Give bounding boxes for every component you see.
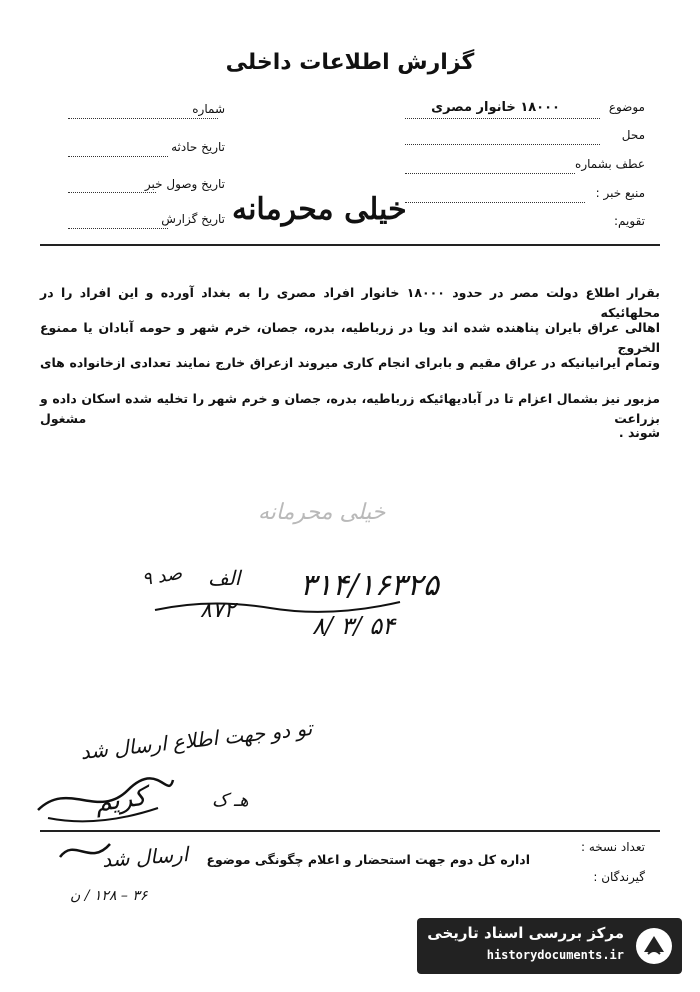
body-line-2: اهالی عراق بایران پناهنده شده اند ویا در زرباطیه، بدره، جصان، خرم شهر و حومه آبادان یا ممنوع الخروج bbox=[40, 320, 660, 355]
report-title: گزارش اطلاعات داخلی bbox=[225, 50, 475, 75]
handwritten-side-top: الف bbox=[208, 566, 241, 590]
incident-date-label: تاریخ حادثه bbox=[171, 140, 225, 154]
number-label: شماره bbox=[192, 102, 225, 116]
classification-stamp: خیلی محرمانه bbox=[232, 192, 407, 227]
body-line-1: بقرار اطلاع دولت مصر در حدود ۱۸۰۰۰ خانوار افراد مصری را به بغداد آورده و این افراد را در محلهائیکه bbox=[40, 285, 660, 320]
handwritten-initials: هـ ک bbox=[212, 790, 249, 811]
footer-instruction: اداره کل دوم جهت استحضار و اعلام چگونگی موضوع bbox=[206, 852, 530, 867]
recipients-label: گیرندگان : bbox=[593, 870, 645, 884]
watermark-url: historydocuments.ir bbox=[486, 948, 624, 962]
reference-line bbox=[405, 173, 575, 174]
handwritten-note-sent: ارسال شد bbox=[101, 842, 189, 872]
report-date-line bbox=[68, 228, 168, 229]
header-separator bbox=[40, 244, 660, 246]
report-date-label: تاریخ گزارش bbox=[161, 212, 225, 226]
subject-value: ۱۸۰۰۰ خانوار مصری bbox=[431, 100, 560, 115]
small-signature-icon bbox=[55, 832, 115, 872]
handwritten-note-forward: تو دو جهت اطلاع ارسال شد bbox=[79, 715, 314, 765]
handwritten-signature: کریم bbox=[93, 781, 149, 819]
handwritten-side-mid: صد ۹ bbox=[140, 562, 184, 591]
copies-label: تعداد نسخه : bbox=[580, 840, 645, 854]
source-line bbox=[405, 202, 585, 203]
watermark-name: مرکز بررسی اسناد تاریخی bbox=[427, 924, 624, 942]
source-label: منبع خبر : bbox=[595, 186, 645, 200]
place-line bbox=[405, 144, 600, 145]
incident-date-line bbox=[68, 156, 168, 157]
body-line-3: وتمام ایرانیانیکه در عراق مقیم و بابرای انجام کاری میروند ازعراق خارج نمایند تعدادی ازخانواده های bbox=[40, 355, 660, 370]
number-line bbox=[68, 118, 218, 119]
place-label: محل bbox=[621, 128, 645, 142]
reference-label: عطف بشماره bbox=[575, 157, 645, 171]
footer-separator bbox=[40, 830, 660, 832]
handwritten-underline bbox=[150, 590, 410, 630]
assessment-label: تقویم: bbox=[614, 214, 645, 228]
archive-logo-icon bbox=[634, 926, 674, 966]
watermark-badge bbox=[417, 918, 682, 974]
receipt-date-label: تاریخ وصول خبر bbox=[144, 177, 225, 191]
body-line-5: شوند . bbox=[618, 425, 660, 440]
document-code: ۳۶ – ۱۲۸ / ن bbox=[70, 888, 148, 904]
subject-line bbox=[405, 118, 600, 119]
subject-label: موضوع bbox=[608, 100, 645, 114]
body-line-4: مزبور نیز بشمال اعزام تا در آبادیهائیکه زرباطیه، بدره، جصان و خرم شهر را تخلیه شده اسکان داده و بزراعت مشغول bbox=[40, 391, 660, 426]
handwritten-registration-number: ۳۱۴/۱۶۳۲۵ bbox=[300, 568, 440, 603]
handwritten-side-bottom: ۸۷۲ bbox=[200, 598, 236, 623]
signature-scribble-icon bbox=[28, 770, 178, 830]
receipt-date-line bbox=[68, 192, 156, 193]
faded-classification-stamp: خیلی محرمانه bbox=[258, 500, 386, 525]
handwritten-registration-date: ۸/ ۳/ ۵۴ bbox=[312, 612, 395, 640]
